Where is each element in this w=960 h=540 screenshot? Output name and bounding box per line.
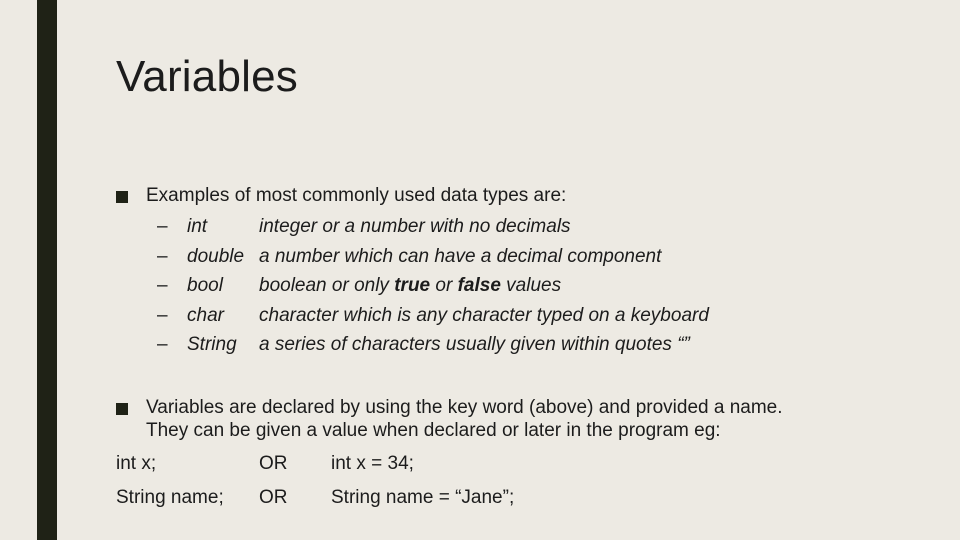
bullet-line: They can be given a value when declared or later in the program eg: <box>146 420 721 441</box>
type-name: String <box>187 334 237 355</box>
keyword-false: false <box>457 275 501 296</box>
type-description <box>259 271 561 301</box>
example-assignment: int x = 34; <box>331 453 414 474</box>
dash-marker: – <box>157 245 168 267</box>
type-description: character which is any character typed on a keyboard <box>259 304 709 326</box>
keyword-true: true <box>394 275 431 296</box>
dash-marker: – <box>157 275 168 296</box>
example-declaration: String name; <box>116 487 224 508</box>
bullet-text: Examples of most commonly used data types are: <box>146 185 567 206</box>
bullet-square-icon <box>116 191 128 203</box>
dash-marker: – <box>157 304 168 326</box>
slide-title: Variables <box>116 52 298 101</box>
bullet-line: Variables are declared by using the key word (above) and provided a name. <box>146 397 783 418</box>
example-declaration: int x; <box>116 453 157 474</box>
description-text: boolean or only <box>259 275 395 296</box>
accent-side-bar <box>37 0 57 540</box>
type-description: a series of characters usually given within quotes “” <box>259 334 690 355</box>
type-name: char <box>187 304 224 326</box>
bullet-square-icon <box>116 403 128 415</box>
bullet-text <box>146 396 783 442</box>
type-name: bool <box>187 275 223 296</box>
dash-marker: – <box>157 216 168 237</box>
description-text: or <box>430 275 458 296</box>
dash-marker: – <box>157 334 168 355</box>
example-assignment: String name = “Jane”; <box>331 487 515 508</box>
type-name: int <box>187 216 208 237</box>
type-description: integer or a number with no decimals <box>259 216 571 237</box>
type-name: double <box>187 245 245 267</box>
example-or: OR <box>259 453 288 474</box>
type-description: a number which can have a decimal component <box>259 245 662 267</box>
example-or: OR <box>259 487 288 508</box>
description-text: values <box>500 275 562 296</box>
